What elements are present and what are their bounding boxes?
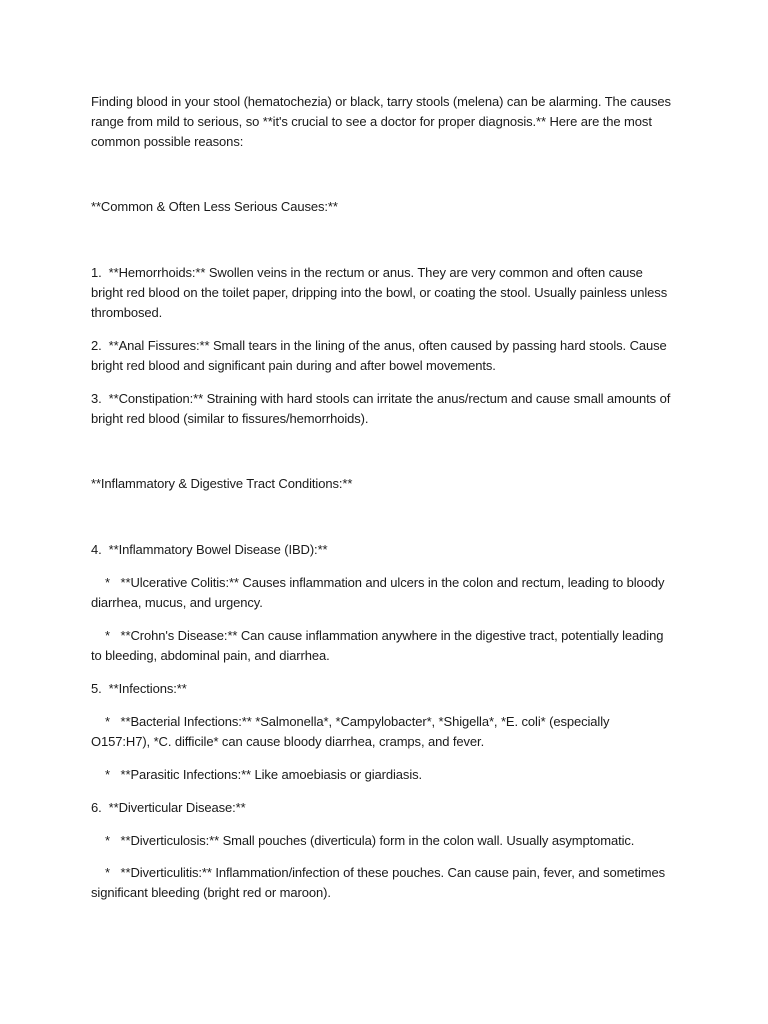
list-item-line: bright red blood (similar to fissures/hemorrhoids). [91, 411, 369, 426]
sub-item-line: O157:H7), *C. difficile* can cause bloody diarrhea, cramps, and fever. [91, 734, 485, 749]
sub-item-line: * **Crohn's Disease:** Can cause inflammation anywhere in the digestive tract, potentially leading [91, 628, 664, 643]
intro-line: Finding blood in your stool (hematochezia) or black, tarry stools (melena) can be alarming. The causes [91, 94, 671, 109]
list-item-infections: 5. **Infections:** [91, 681, 187, 696]
intro-line: range from mild to serious, so **it's crucial to see a doctor for proper diagnosis.** Here are the most [91, 114, 652, 129]
list-item-line: 1. **Hemorrhoids:** Swollen veins in the rectum or anus. They are very common and often cause [91, 265, 643, 280]
sub-item-line: * **Diverticulitis:** Inflammation/infection of these pouches. Can cause pain, fever, and sometimes [91, 865, 666, 880]
sub-item-line: significant bleeding (bright red or maroon). [91, 885, 331, 900]
sub-item-diverticulosis: * **Diverticulosis:** Small pouches (diverticula) form in the colon wall. Usually asymptomatic. [91, 833, 635, 848]
intro-line: common possible reasons: [91, 134, 244, 149]
list-item-line: thrombosed. [91, 305, 163, 320]
list-item-line: bright red blood on the toilet paper, dripping into the bowl, or coating the stool. Usually painless unless [91, 285, 668, 300]
section-heading-inflammatory: **Inflammatory & Digestive Tract Conditions:** [91, 476, 353, 491]
sub-item-line: diarrhea, mucus, and urgency. [91, 595, 263, 610]
list-item-diverticular-disease: 6. **Diverticular Disease:** [91, 800, 246, 815]
sub-item-parasitic-infections: * **Parasitic Infections:** Like amoebiasis or giardiasis. [91, 767, 423, 782]
list-item-line: 2. **Anal Fissures:** Small tears in the lining of the anus, often caused by passing hard stools. Cause [91, 338, 667, 353]
section-heading-common: **Common & Often Less Serious Causes:** [91, 199, 338, 214]
sub-item-line: * **Ulcerative Colitis:** Causes inflammation and ulcers in the colon and rectum, leading to bloody [91, 575, 665, 590]
sub-item-line: * **Bacterial Infections:** *Salmonella*, *Campylobacter*, *Shigella*, *E. coli* (especially [91, 714, 610, 729]
list-item-ibd: 4. **Inflammatory Bowel Disease (IBD):** [91, 542, 328, 557]
sub-item-line: to bleeding, abdominal pain, and diarrhea. [91, 648, 330, 663]
list-item-line: 3. **Constipation:** Straining with hard stools can irritate the anus/rectum and cause small amounts of [91, 391, 671, 406]
list-item-line: bright red blood and significant pain during and after bowel movements. [91, 358, 496, 373]
